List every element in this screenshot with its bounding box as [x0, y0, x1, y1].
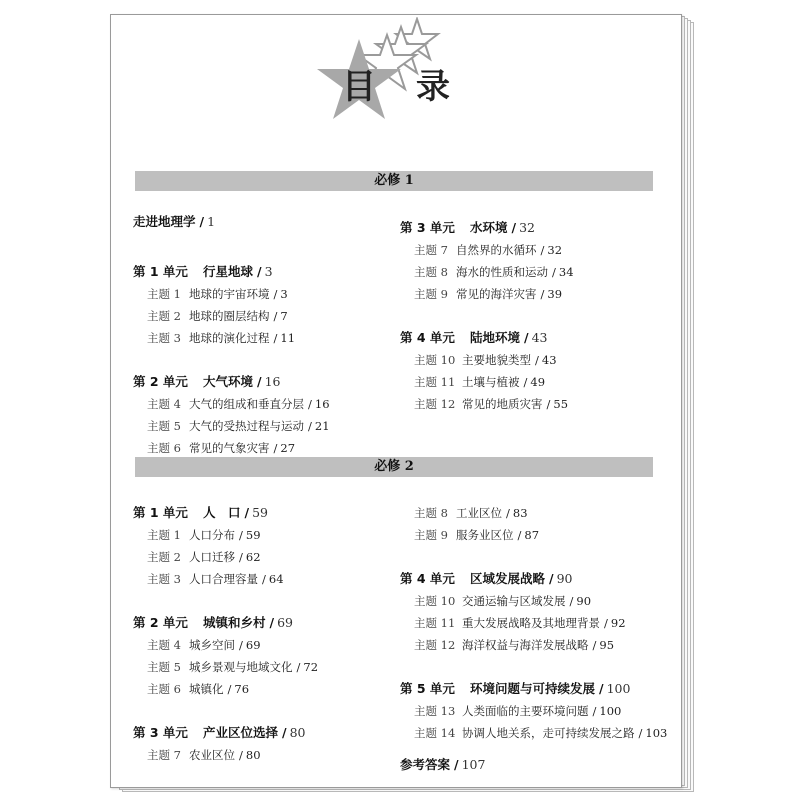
toc-topic-entry — [414, 241, 562, 259]
topic-number: 主题 4 — [147, 397, 181, 411]
toc-topic-entry — [414, 636, 614, 654]
unit-title: 区域发展战略 — [470, 571, 546, 586]
page-number: 39 — [547, 287, 563, 301]
toc-topic-entry — [147, 570, 284, 588]
page-number: 76 — [234, 682, 250, 696]
toc-topic-entry — [414, 351, 557, 369]
page-number: 34 — [558, 265, 574, 279]
page-separator: / — [239, 528, 243, 542]
topic-number: 主题 10 — [414, 594, 456, 608]
toc-topic-entry — [147, 658, 318, 676]
page-separator: / — [592, 704, 597, 718]
page-number: 55 — [553, 397, 569, 411]
topic-number: 主题 3 — [147, 572, 181, 586]
page-number: 32 — [519, 220, 535, 235]
page-number: 16 — [314, 397, 330, 411]
section-title: 必修 1 — [135, 171, 653, 191]
page-number: 92 — [610, 616, 626, 630]
topic-number: 主题 11 — [414, 375, 456, 389]
page-separator: / — [535, 353, 539, 367]
toc-unit-entry — [400, 570, 573, 588]
toc-unit-entry — [133, 724, 306, 742]
unit-number: 第 5 单元 — [400, 681, 455, 696]
topic-title: 人类面临的主要环境问题 — [462, 704, 589, 718]
topic-number: 主题 6 — [147, 682, 181, 696]
topic-title: 城镇化 — [189, 682, 224, 696]
page-separator: / — [511, 220, 517, 235]
page-separator: / — [239, 748, 243, 762]
toc-topic-entry — [414, 395, 568, 413]
topic-title: 城乡空间 — [189, 638, 235, 652]
unit-number: 第 2 单元 — [133, 615, 188, 630]
topic-title: 人口合理容量 — [189, 572, 258, 586]
toc-topic-entry — [147, 636, 261, 654]
unit-number: 第 1 单元 — [133, 264, 188, 279]
page-number: 80 — [245, 748, 261, 762]
toc-unit-entry — [400, 680, 630, 698]
topic-number: 主题 13 — [414, 704, 456, 718]
topic-number: 主题 7 — [414, 243, 448, 257]
topic-number: 主题 3 — [147, 331, 181, 345]
topic-number: 主题 9 — [414, 528, 448, 542]
page-separator: / — [262, 572, 266, 586]
page-separator: / — [227, 682, 232, 696]
toc-topic-entry — [147, 285, 288, 303]
topic-title: 土壤与植被 — [462, 375, 520, 389]
topic-title: 主要地貌类型 — [462, 353, 531, 367]
page-separator: / — [308, 419, 312, 433]
topic-title: 海水的性质和运动 — [456, 265, 548, 279]
unit-number: 第 3 单元 — [133, 725, 188, 740]
page-number: 3 — [264, 264, 273, 279]
topic-number: 主题 11 — [414, 616, 456, 630]
page-number: 49 — [530, 375, 546, 389]
topic-title: 常见的气象灾害 — [189, 441, 270, 455]
page-separator: / — [540, 243, 545, 257]
page-separator: / — [199, 214, 205, 229]
page-number: 62 — [245, 550, 261, 564]
toc-unit-entry — [133, 373, 281, 391]
page-separator: / — [257, 264, 262, 279]
toc-topic-entry — [414, 504, 528, 522]
section-title: 必修 2 — [135, 457, 653, 477]
unit-title: 走进地理学 — [133, 214, 196, 229]
page-number: 3 — [280, 287, 288, 301]
unit-number: 第 4 单元 — [400, 330, 455, 345]
toc-topic-entry — [147, 526, 261, 544]
topic-title: 海洋权益与海洋发展战略 — [462, 638, 589, 652]
topic-number: 主题 14 — [414, 726, 456, 740]
page-separator: / — [239, 550, 243, 564]
topic-title: 协调人地关系，走可持续发展之路 — [462, 726, 635, 740]
toc-topic-entry — [147, 746, 261, 764]
page-number: 43 — [541, 353, 557, 367]
topic-title: 重大发展战略及其地理背景 — [462, 616, 600, 630]
page-number: 59 — [245, 528, 261, 542]
topic-title: 常见的海洋灾害 — [456, 287, 537, 301]
topic-number: 主题 12 — [414, 397, 456, 411]
topic-title: 常见的地质灾害 — [462, 397, 543, 411]
unit-title: 参考答案 — [400, 757, 451, 772]
unit-number: 第 4 单元 — [400, 571, 455, 586]
topic-title: 自然界的水循环 — [456, 243, 537, 257]
page-number: 32 — [547, 243, 563, 257]
toc-unit-entry — [133, 504, 268, 522]
toc-unit-entry — [400, 329, 548, 347]
toc-topic-entry — [414, 373, 545, 391]
page-number: 7 — [280, 309, 288, 323]
page-number: 103 — [645, 726, 668, 740]
page-number: 11 — [280, 331, 296, 345]
page-number: 72 — [303, 660, 319, 674]
topic-number: 主题 10 — [414, 353, 456, 367]
page-number: 69 — [245, 638, 261, 652]
topic-number: 主题 4 — [147, 638, 181, 652]
toc-topic-entry — [414, 702, 621, 720]
toc-topic-entry — [414, 592, 591, 610]
page-number: 1 — [207, 214, 216, 229]
toc-unit-entry — [133, 614, 293, 632]
topic-number: 主题 1 — [147, 528, 181, 542]
topic-title: 农业区位 — [189, 748, 235, 762]
page-separator: / — [282, 725, 287, 740]
page-separator: / — [549, 571, 554, 586]
page-separator: / — [239, 638, 243, 652]
topic-number: 主题 6 — [147, 441, 181, 455]
topic-title: 地球的圈层结构 — [189, 309, 270, 323]
page-number: 16 — [264, 374, 281, 389]
page-separator: / — [523, 375, 528, 389]
page-separator: / — [308, 397, 312, 411]
page-number: 59 — [252, 505, 268, 520]
topic-number: 主题 5 — [147, 419, 181, 433]
unit-number: 第 3 单元 — [400, 220, 455, 235]
toc-heading-char-2: 录 — [416, 67, 450, 107]
page-separator: / — [269, 615, 275, 630]
toc-topic-entry — [147, 548, 261, 566]
page-separator: / — [604, 616, 608, 630]
unit-title: 产业区位选择 — [203, 725, 279, 740]
page-number: 83 — [512, 506, 528, 520]
page-number: 21 — [314, 419, 330, 433]
topic-number: 主题 9 — [414, 287, 448, 301]
toc-unit-entry — [133, 263, 273, 281]
page-number: 90 — [556, 571, 573, 586]
topic-number: 主题 2 — [147, 309, 181, 323]
page-separator: / — [517, 528, 522, 542]
page-number: 87 — [524, 528, 540, 542]
toc-page — [110, 14, 682, 788]
unit-title: 环境问题与可持续发展 — [470, 681, 596, 696]
topic-title: 城乡景观与地域文化 — [189, 660, 293, 674]
topic-title: 地球的演化过程 — [189, 331, 270, 345]
page-separator: / — [273, 331, 278, 345]
topic-title: 大气的受热过程与运动 — [189, 419, 304, 433]
page-separator: / — [592, 638, 597, 652]
page-number: 69 — [277, 615, 293, 630]
unit-title: 大气环境 — [203, 374, 254, 389]
toc-topic-entry — [414, 614, 626, 632]
toc-topic-entry — [147, 417, 330, 435]
toc-topic-entry — [414, 724, 667, 742]
topic-title: 交通运输与区域发展 — [462, 594, 566, 608]
page-separator: / — [273, 287, 278, 301]
page-separator: / — [524, 330, 529, 345]
topic-title: 大气的组成和垂直分层 — [189, 397, 304, 411]
unit-title: 陆地环境 — [470, 330, 521, 345]
topic-number: 主题 8 — [414, 506, 448, 520]
unit-number: 第 2 单元 — [133, 374, 188, 389]
toc-topic-entry — [147, 439, 295, 457]
toc-unit-entry — [400, 756, 485, 774]
page-separator: / — [273, 309, 278, 323]
unit-title: 城镇和乡村 — [203, 615, 266, 630]
page-separator: / — [599, 681, 604, 696]
topic-number: 主题 8 — [414, 265, 448, 279]
topic-number: 主题 5 — [147, 660, 181, 674]
page-number: 90 — [576, 594, 592, 608]
toc-topic-entry — [147, 307, 288, 325]
unit-number: 第 1 单元 — [133, 505, 188, 520]
page-number: 107 — [461, 757, 486, 772]
page-separator: / — [296, 660, 301, 674]
page-separator: / — [569, 594, 574, 608]
topic-number: 主题 2 — [147, 550, 181, 564]
page-separator: / — [244, 505, 250, 520]
topic-number: 主题 1 — [147, 287, 181, 301]
page-number: 80 — [289, 725, 306, 740]
topic-title: 服务业区位 — [456, 528, 514, 542]
page-number: 95 — [599, 638, 615, 652]
page-number: 43 — [531, 330, 548, 345]
toc-topic-entry — [414, 526, 539, 544]
topic-title: 人口迁移 — [189, 550, 235, 564]
toc-topic-entry — [414, 285, 562, 303]
page-separator: / — [546, 397, 551, 411]
page-number: 100 — [606, 681, 631, 696]
toc-unit-entry — [133, 213, 215, 231]
page-separator: / — [257, 374, 262, 389]
page-separator: / — [454, 757, 459, 772]
topic-title: 地球的宇宙环境 — [189, 287, 270, 301]
toc-topic-entry — [147, 680, 249, 698]
page-number: 100 — [599, 704, 622, 718]
topic-number: 主题 12 — [414, 638, 456, 652]
page-number: 64 — [268, 572, 284, 586]
toc-topic-entry — [147, 395, 330, 413]
toc-unit-entry — [400, 219, 535, 237]
page-number: 27 — [280, 441, 296, 455]
page-separator: / — [552, 265, 556, 279]
page-separator: / — [506, 506, 510, 520]
page-separator: / — [273, 441, 278, 455]
toc-topic-entry — [147, 329, 295, 347]
page-separator: / — [540, 287, 545, 301]
toc-heading-char-1: 目 — [342, 67, 376, 107]
topic-title: 工业区位 — [456, 506, 502, 520]
unit-title: 人 口 — [203, 505, 241, 520]
page-separator: / — [638, 726, 643, 740]
unit-title: 行星地球 — [203, 264, 254, 279]
topic-number: 主题 7 — [147, 748, 181, 762]
toc-topic-entry — [414, 263, 574, 281]
topic-title: 人口分布 — [189, 528, 235, 542]
unit-title: 水环境 — [470, 220, 508, 235]
